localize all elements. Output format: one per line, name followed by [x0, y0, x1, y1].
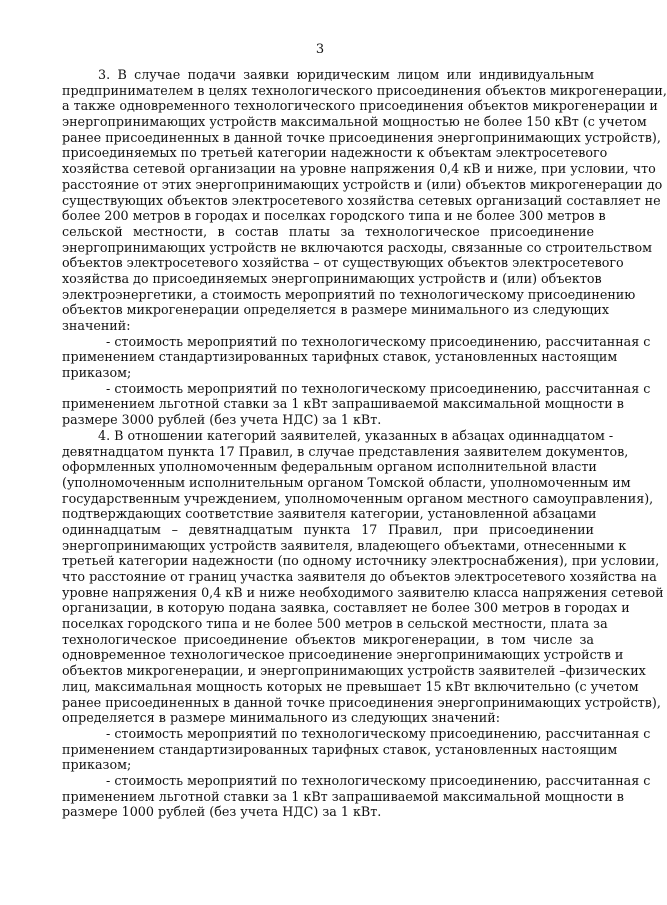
- text-line: государственным учреждением, уполномоченным органом местного самоуправления),: [62, 490, 654, 506]
- paragraph-p3: [62, 67, 667, 334]
- text-line: приказом;: [62, 757, 132, 773]
- text-line: девятнадцатом пункта 17 Правил, в случае представления заявителем документов,: [62, 443, 629, 459]
- text-line: - стоимость мероприятий по технологическому присоединению, рассчитанная с: [106, 333, 651, 349]
- text-line: применением льготной ставки за 1 кВт запрашиваемой максимальной мощности в: [62, 396, 624, 412]
- text-line: определяется в размере минимального из следующих значений:: [62, 710, 500, 726]
- text-line: - стоимость мероприятий по технологическому присоединению, рассчитанная с: [106, 725, 651, 741]
- paragraph-p3-item2: [62, 380, 651, 428]
- text-line: приказом;: [62, 365, 132, 381]
- text-line: 3. В случае подачи заявки юридическим лицом или индивидуальным: [98, 67, 594, 82]
- text-line: электроэнергетики, а стоимость мероприятий по технологическому присоединению: [62, 286, 636, 302]
- document-body: [62, 67, 667, 820]
- text-line: поселках городского типа и не более 500 метров в сельской местности, плата за: [62, 616, 608, 632]
- text-line: что расстояние от границ участка заявителя до объектов электросетевого хозяйства на: [62, 569, 657, 584]
- text-line: организации, в которую подана заявка, составляет не более 300 метров в городах и: [62, 600, 630, 616]
- text-line: значений:: [62, 318, 131, 333]
- text-line: хозяйства сетевой организации на уровне напряжения 0,4 кВ и ниже, при условии, что: [62, 161, 656, 177]
- text-line: лиц, максимальная мощность которых не превышает 15 кВт включительно (с учетом: [62, 678, 639, 694]
- text-line: - стоимость мероприятий по технологическому присоединению, рассчитанная с: [106, 380, 651, 396]
- text-line: энергопринимающих устройств не включаются расходы, связанные со строительством: [62, 239, 653, 255]
- text-line: предпринимателем в целях технологического присоединения объектов микрогенерации,: [62, 82, 667, 98]
- paragraph-p4: [62, 427, 664, 726]
- paragraph-p3-item1: [62, 333, 651, 381]
- text-line: ранее присоединенных в данной точке присоединения энергопринимающих устройств),: [62, 129, 661, 145]
- text-line: оформленных уполномоченным федеральным органом исполнительной власти: [62, 459, 597, 475]
- text-line: применением стандартизированных тарифных ставок, установленных настоящим: [62, 349, 618, 365]
- text-line: подтверждающих соответствие заявителя категории, установленной абзацами: [62, 506, 597, 522]
- text-line: ранее присоединенных в данной точке присоединения энергопринимающих устройств),: [62, 694, 661, 710]
- text-line: существующих объектов электросетевого хозяйства сетевых организаций составляет не: [62, 192, 661, 208]
- text-line: объектов микрогенерации, и энергопринимающих устройств заявителей –физических: [62, 663, 646, 679]
- text-line: более 200 метров в городах и поселках городского типа и не более 300 метров в: [62, 208, 606, 224]
- text-line: энергопринимающих устройств максимальной мощностью не более 150 кВт (с учетом: [62, 114, 647, 130]
- text-line: - стоимость мероприятий по технологическому присоединению, рассчитанная с: [106, 772, 651, 788]
- text-line: уровне напряжения 0,4 кВ и ниже необходимого заявителю класса напряжения сетевой: [62, 584, 664, 600]
- text-line: энергопринимающих устройств заявителя, владеющего объектами, отнесенными к: [62, 537, 627, 553]
- text-line: одиннадцатым – девятнадцатым пункта 17 Правил, при присоединении: [62, 521, 594, 537]
- text-line: расстояние от этих энергопринимающих устройств и (или) объектов микрогенерации до: [62, 176, 663, 192]
- text-line: хозяйства до присоединяемых энергопринимающих устройств и (или) объектов: [62, 270, 602, 286]
- page-number: 3: [315, 42, 325, 57]
- text-line: присоединяемых по третьей категории надежности к объектам электросетевого: [62, 145, 608, 161]
- text-line: одновременное технологическое присоединение энергопринимающих устройств и: [62, 647, 624, 663]
- text-line: третьей категории надежности (по одному источнику электроснабжения), при условии,: [62, 553, 660, 569]
- text-line: объектов микрогенерации определяется в размере минимального из следующих: [62, 302, 610, 318]
- text-line: (уполномоченным исполнительным органом Томской области, уполномоченным им: [62, 474, 631, 490]
- paragraph-p4-item2: [62, 772, 651, 820]
- text-line: применением льготной ставки за 1 кВт запрашиваемой максимальной мощности в: [62, 788, 624, 804]
- text-line: 4. В отношении категорий заявителей, указанных в абзацах одиннадцатом -: [98, 427, 614, 443]
- text-line: технологическое присоединение объектов микрогенерации, в том числе за: [62, 631, 594, 647]
- text-line: размере 3000 рублей (без учета НДС) за 1 кВт.: [62, 412, 382, 428]
- text-line: объектов электросетевого хозяйства – от существующих объектов электросетевого: [62, 255, 624, 271]
- paragraph-p4-item1: [62, 725, 651, 773]
- text-line: применением стандартизированных тарифных ставок, установленных настоящим: [62, 741, 618, 757]
- text-line: а также одновременного технологического присоединения объектов микрогенерации и: [62, 98, 658, 114]
- text-line: размере 1000 рублей (без учета НДС) за 1 кВт.: [62, 804, 382, 820]
- text-line: сельской местности, в состав платы за технологическое присоединение: [62, 223, 594, 239]
